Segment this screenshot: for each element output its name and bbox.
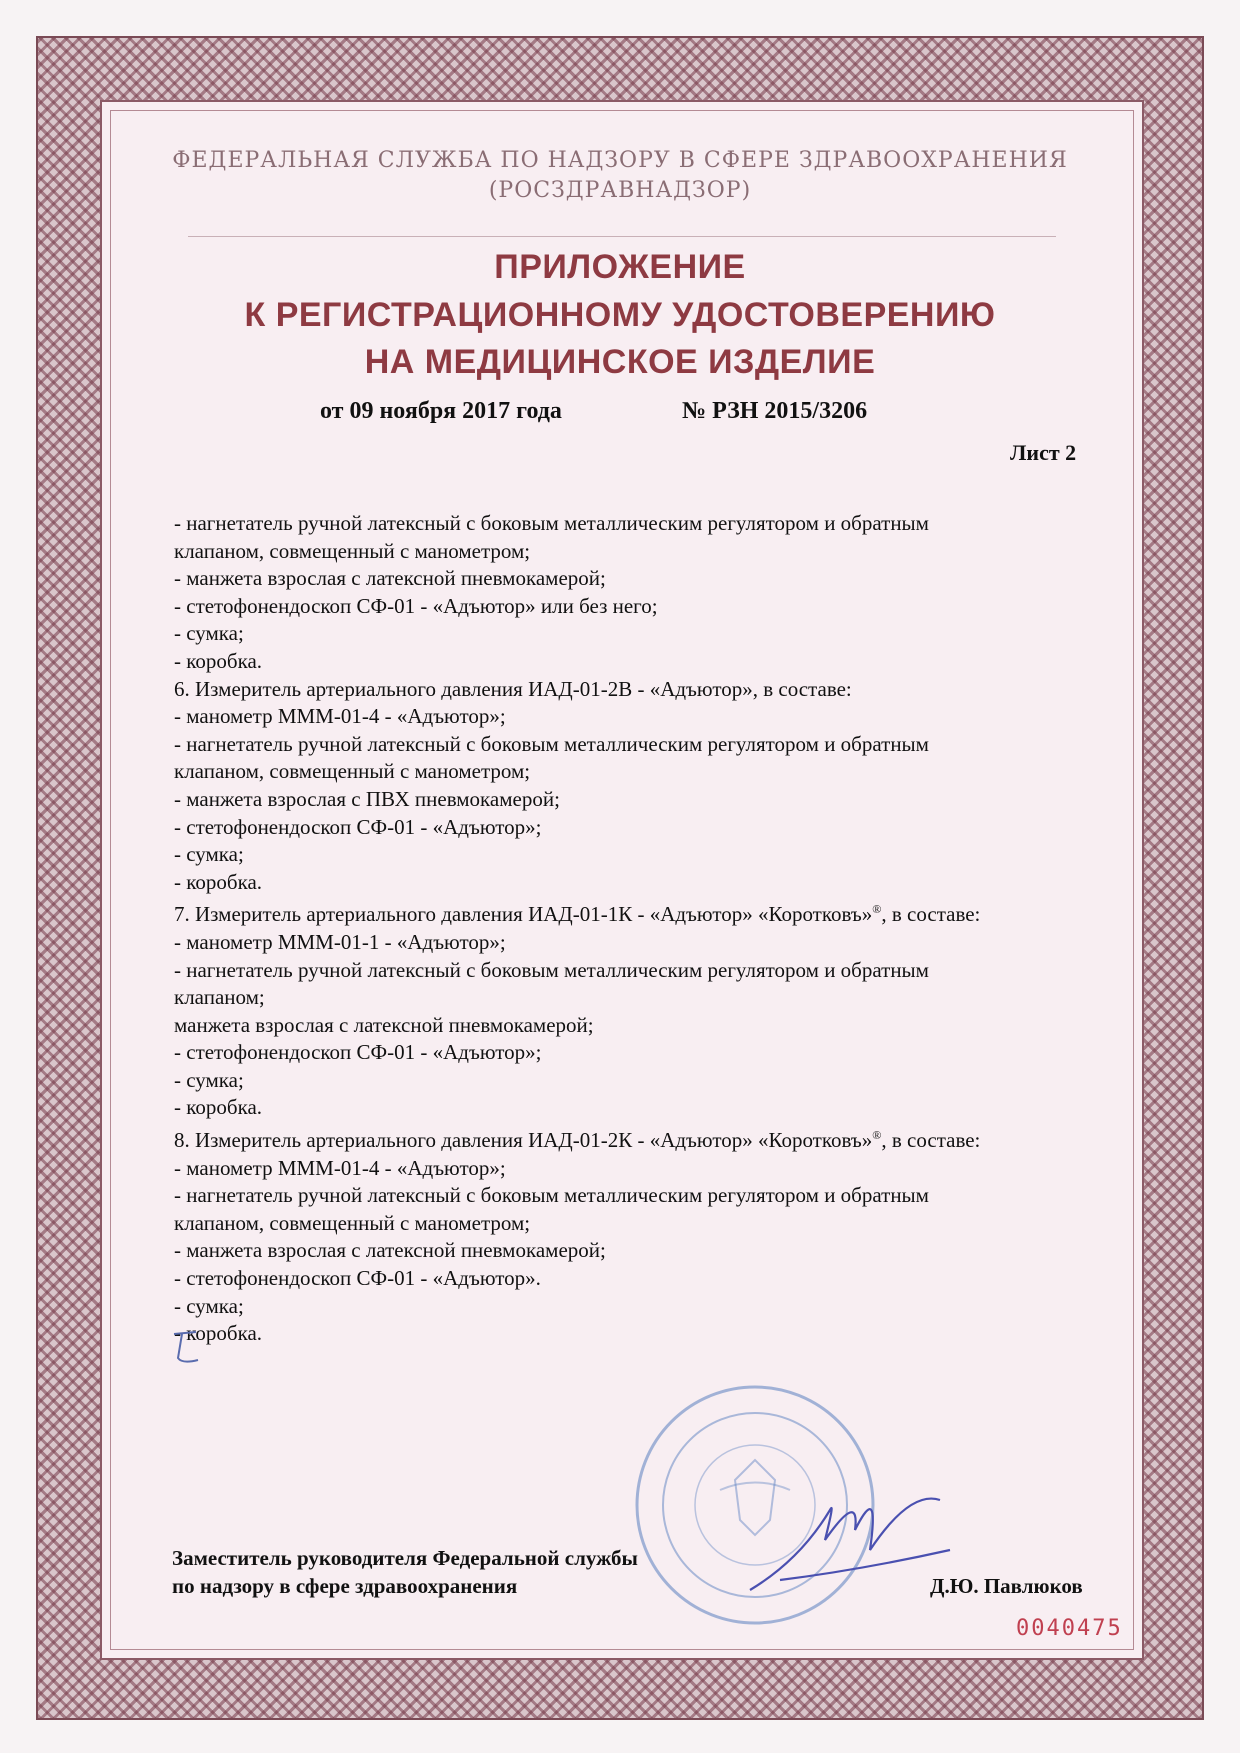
- list-line: - нагнетатель ручной латексный с боковым металлическим регулятором и обратным: [174, 511, 929, 535]
- list-line: - манометр ММM-01-4 - «Адъютор»;: [174, 1155, 506, 1180]
- list-line: - стетофонендоскоп СФ-01 - «Адъютор».: [174, 1266, 541, 1291]
- signature: [740, 1470, 960, 1610]
- list-line: - сумка;: [174, 1067, 244, 1092]
- list-line: - стетофонендоскоп СФ-01 - «Адъютор» или без него;: [174, 593, 658, 618]
- sheet-number: Лист 2: [1010, 440, 1077, 465]
- list-heading: 6. Измеритель артериального давления ИАД-01-2В - «Адъютор», в составе:: [174, 676, 852, 701]
- document-subtitle-2: НА МЕДИЦИНСКОЕ ИЗДЕЛИЕ: [364, 343, 876, 381]
- list-line: манжета взрослая с латексной пневмокамерой;: [174, 1012, 594, 1037]
- list-line: клапаном, совмещенный с манометром;: [174, 538, 531, 563]
- list-line: - сумка;: [174, 1293, 244, 1318]
- list-line: - коробка.: [174, 869, 263, 894]
- list-line: клапаном, совмещенный с манометром;: [174, 1210, 531, 1235]
- signer-position-line-1: Заместитель руководителя Федеральной службы: [172, 1546, 638, 1570]
- issue-date: от 09 ноября 2017 года: [320, 398, 562, 424]
- serial-number: 0040475: [1016, 1616, 1123, 1641]
- agency-abbreviation: (РОСЗДРАВНАДЗОР): [488, 178, 752, 203]
- list-line: - коробка.: [174, 1095, 263, 1120]
- list-line: - манжета взрослая с латексной пневмокамерой;: [174, 566, 606, 591]
- list-line: - манометр ММM-01-1 - «Адъютор»;: [174, 929, 506, 954]
- list-line: - коробка.: [174, 1321, 263, 1346]
- list-line: - нагнетатель ручной латексный с боковым металлическим регулятором и обратным: [174, 957, 929, 982]
- document-title: ПРИЛОЖЕНИЕ: [494, 248, 746, 286]
- registered-mark: ®: [872, 902, 882, 917]
- list-heading: 8. Измеритель артериального давления ИАД-01-2К - «Адъютор» «Коротковъ»®, в составе:: [174, 1128, 981, 1153]
- registration-number: № РЗН 2015/3206: [682, 398, 868, 424]
- list-line: - манжета взрослая с латексной пневмокамерой;: [174, 1238, 606, 1263]
- signer-position-line-2: по надзору в сфере здравоохранения: [172, 1574, 518, 1598]
- device-list: [174, 510, 1104, 1348]
- signer-name: Д.Ю. Павлюков: [930, 1574, 1083, 1598]
- list-line: - сумка;: [174, 621, 244, 646]
- registered-mark: ®: [872, 1128, 882, 1143]
- list-line: - манжета взрослая с ПВХ пневмокамерой;: [174, 786, 560, 811]
- agency-name: ФЕДЕРАЛЬНАЯ СЛУЖБА ПО НАДЗОРУ В СФЕРЕ ЗДРАВООХРАНЕНИЯ: [172, 148, 1068, 173]
- list-line: - стетофонендоскоп СФ-01 - «Адъютор»;: [174, 1040, 542, 1065]
- header-divider: [188, 236, 1056, 237]
- list-line: клапаном;: [174, 985, 265, 1010]
- list-line: - манометр ММM-01-4 - «Адъютор»;: [174, 704, 506, 729]
- list-line: - нагнетатель ручной латексный с боковым металлическим регулятором и обратным: [174, 1183, 929, 1208]
- list-line: клапаном, совмещенный с манометром;: [174, 759, 531, 784]
- list-line: - сумка;: [174, 842, 244, 867]
- handwritten-initial: [168, 1328, 208, 1368]
- document-subtitle-1: К РЕГИСТРАЦИОННОМУ УДОСТОВЕРЕНИЮ: [244, 296, 996, 334]
- list-line: - нагнетатель ручной латексный с боковым металлическим регулятором и обратным: [174, 731, 929, 756]
- list-line: - коробка.: [174, 648, 263, 673]
- list-heading: 7. Измеритель артериального давления ИАД-01-1К - «Адъютор» «Коротковъ»®, в составе:: [174, 902, 981, 927]
- list-line: - стетофонендоскоп СФ-01 - «Адъютор»;: [174, 814, 542, 839]
